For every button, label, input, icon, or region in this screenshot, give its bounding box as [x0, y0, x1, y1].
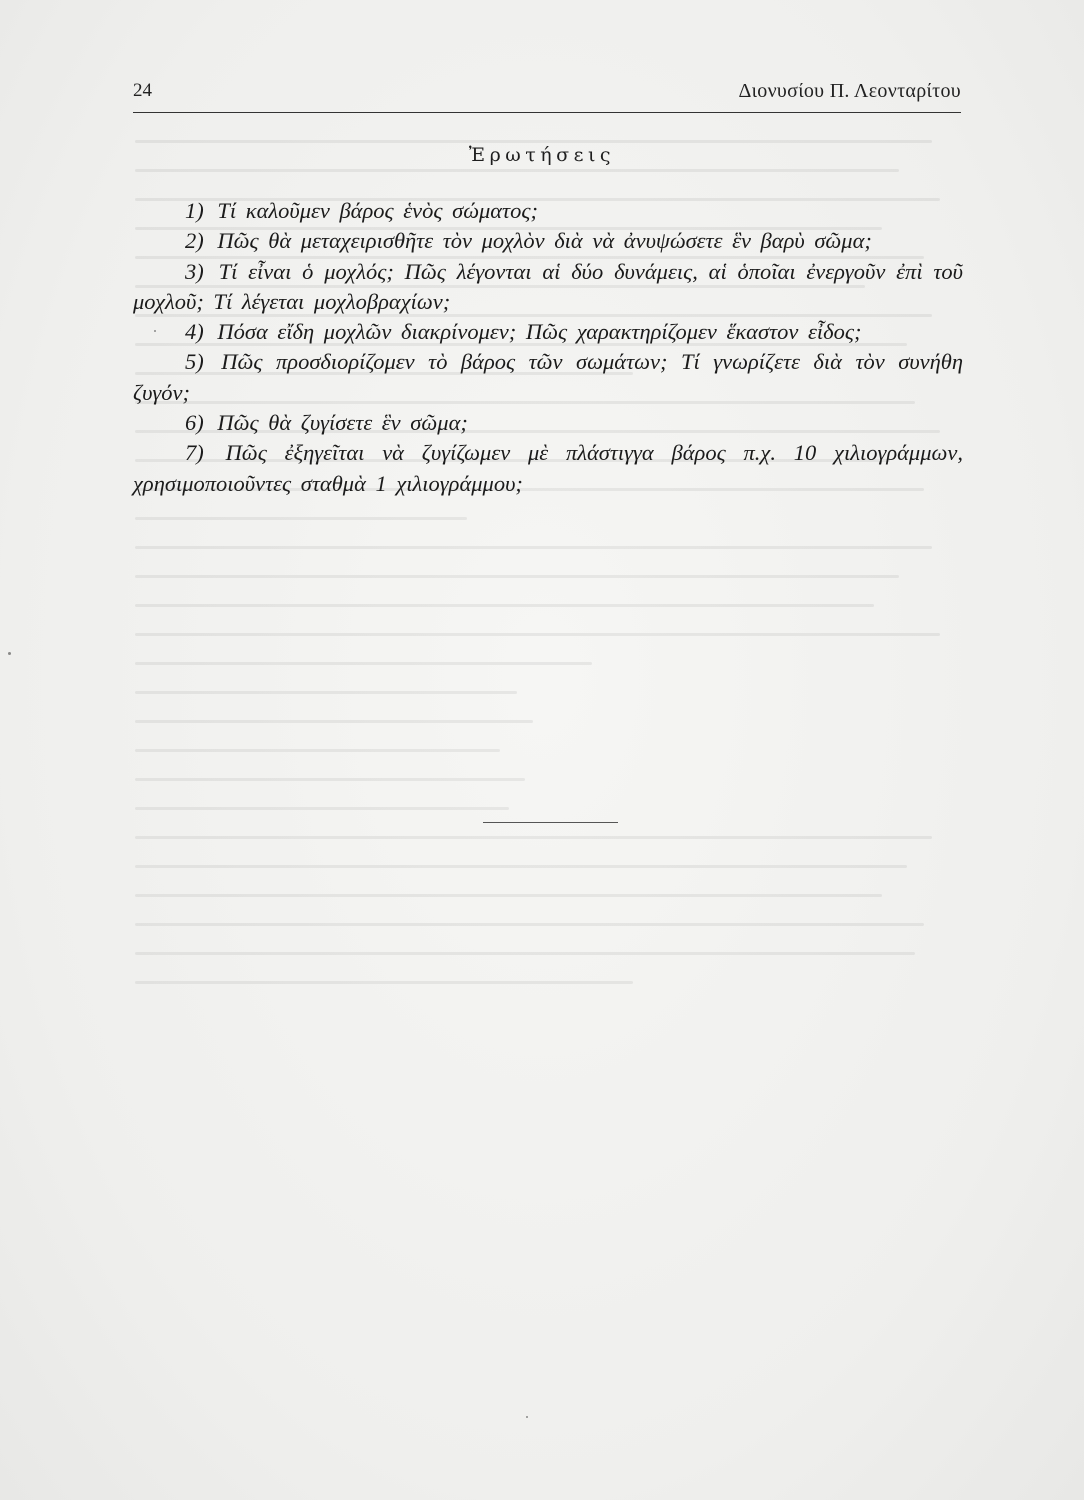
- question-1: [133, 196, 963, 226]
- question-2: [133, 226, 963, 256]
- question-number: 1): [185, 198, 204, 223]
- question-number: 4): [185, 319, 204, 345]
- question-number: 5): [185, 349, 204, 375]
- header-rule: [133, 112, 961, 113]
- question-text: Πῶς θὰ ζυγίσετε ἓν σῶμα;: [217, 410, 468, 436]
- question-text: Πόσα εἴδη μοχλῶν διακρίνομεν; Πῶς χαρακτηρίζομεν ἕκαστον εἶδος;: [217, 319, 862, 345]
- section-title: Ἐρωτήσεις: [468, 144, 616, 166]
- question-5: [133, 347, 963, 408]
- question-text: Πῶς θὰ μεταχειρισθῆτε τὸν μοχλὸν διὰ νὰ ἀνυψώσετε ἓν βαρὺ σῶμα;: [217, 228, 872, 254]
- question-6: [133, 408, 963, 438]
- question-number: 6): [185, 410, 204, 436]
- question-number: 7): [185, 440, 204, 466]
- question-3: [133, 257, 963, 318]
- question-7: [133, 438, 963, 499]
- section-divider: [483, 822, 618, 823]
- page-number: 24: [133, 80, 152, 101]
- question-text: Πῶς προσδιορίζομεν τὸ βάρος τῶν σωμάτων; Τί γνωρίζετε διὰ τὸν συνήθη ζυγόν;: [133, 349, 964, 405]
- page-header: [133, 74, 961, 110]
- question-4: [133, 317, 963, 347]
- scan-speck: [8, 652, 11, 655]
- question-number: 2): [185, 228, 204, 254]
- scan-speck: [526, 1416, 528, 1418]
- question-number: 3): [185, 258, 204, 284]
- question-text: Πῶς ἐξηγεῖται νὰ ζυγίζωμεν μὲ πλάστιγγα βάρος π.χ. 10 χιλιογράμμων, χρησιμοποιοῦντες σταθμὰ 1 χιλιογράμμου;: [133, 440, 964, 496]
- questions-list: [133, 196, 963, 499]
- question-text: Τί καλοῦμεν βάρος ἑνὸς σώματος;: [217, 198, 538, 223]
- running-head: Διονυσίου Π. Λεονταρίτου: [738, 80, 961, 102]
- question-text: Τί εἶναι ὁ μοχλός; Πῶς λέγονται αἱ δύο δυνάμεις, αἱ ὁποῖαι ἐνεργοῦν ἐπὶ τοῦ μοχλοῦ; Τί λέγεται μοχλοβραχίων;: [133, 258, 964, 314]
- scan-speck: [154, 330, 156, 332]
